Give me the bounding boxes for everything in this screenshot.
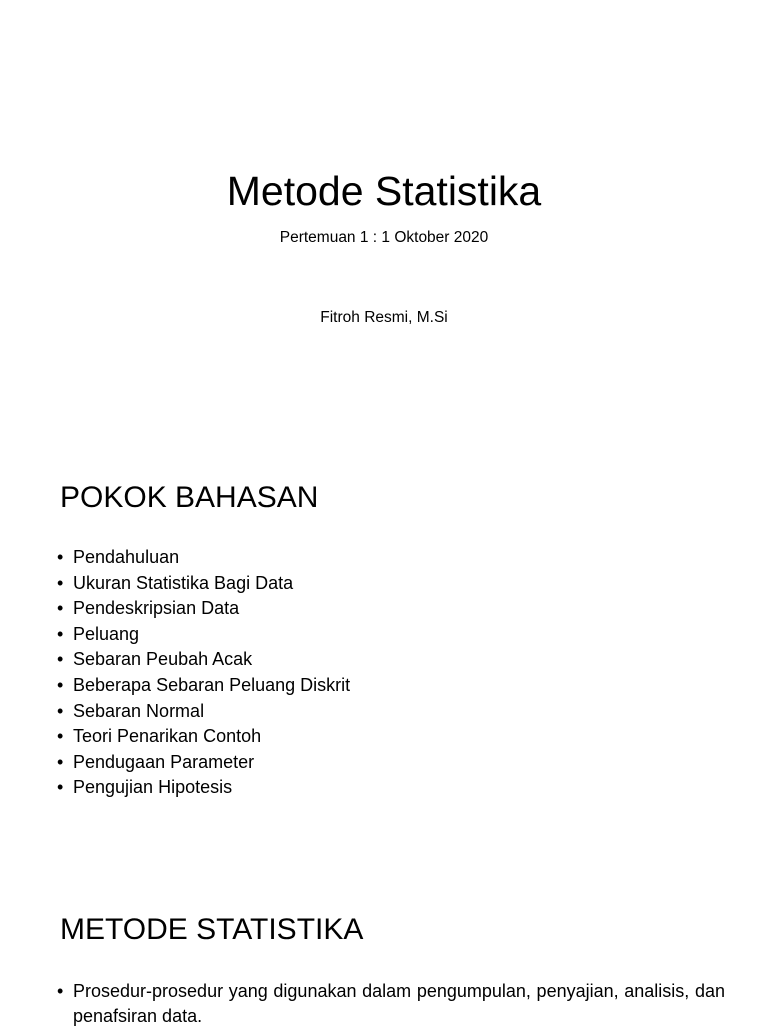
list-item bbox=[57, 724, 350, 750]
bullet-icon: • bbox=[57, 751, 64, 772]
bullet-icon: • bbox=[57, 700, 64, 721]
topics-slide bbox=[0, 432, 768, 864]
document-title: Metode Statistika bbox=[226, 168, 542, 214]
topic-label: Pendahuluan bbox=[73, 547, 180, 567]
list-item bbox=[57, 775, 350, 801]
definition-slide bbox=[0, 864, 768, 1024]
meeting-date: Pertemuan 1 : 1 Oktober 2020 bbox=[279, 229, 489, 246]
list-item bbox=[57, 545, 350, 571]
topic-label: Peluang bbox=[73, 623, 140, 644]
list-item bbox=[57, 596, 350, 622]
bullet-icon: • bbox=[57, 726, 64, 747]
bullet-icon: • bbox=[57, 572, 64, 593]
topic-label: Sebaran Peubah Acak bbox=[73, 649, 253, 670]
bullet-icon: • bbox=[57, 623, 64, 644]
definition-heading: METODE STATISTIKA bbox=[60, 913, 364, 946]
bullet-icon: • bbox=[57, 777, 64, 798]
topic-label: Pendeskripsian Data bbox=[73, 598, 240, 619]
topics-heading: POKOK BAHASAN bbox=[60, 481, 319, 514]
topic-label: Pengujian Hipotesis bbox=[73, 777, 233, 798]
topics-list bbox=[57, 545, 350, 801]
topic-label: Sebaran Normal bbox=[73, 700, 205, 721]
title-slide bbox=[0, 0, 768, 432]
list-item bbox=[57, 647, 350, 673]
bullet-icon: • bbox=[57, 598, 64, 619]
bullet-icon: • bbox=[57, 674, 64, 695]
list-item bbox=[57, 622, 350, 648]
list-item bbox=[57, 571, 350, 597]
bullet-icon: • bbox=[57, 981, 64, 1001]
list-item bbox=[57, 750, 350, 776]
bullet-icon: • bbox=[57, 649, 64, 670]
author-name: Fitroh Resmi, M.Si bbox=[320, 309, 448, 326]
bullet-icon: • bbox=[57, 547, 64, 567]
definition-text: Prosedur-prosedur yang digunakan dalam pengumpulan, penyajian, analisis, dan penafsiran data. bbox=[73, 981, 725, 1026]
topic-label: Pendugaan Parameter bbox=[73, 751, 255, 772]
list-item bbox=[57, 699, 350, 725]
definition-item bbox=[57, 979, 725, 1029]
list-item bbox=[57, 673, 350, 699]
topic-label: Ukuran Statistika Bagi Data bbox=[73, 572, 294, 593]
topic-label: Teori Penarikan Contoh bbox=[73, 726, 262, 747]
topic-label: Beberapa Sebaran Peluang Diskrit bbox=[73, 674, 351, 695]
